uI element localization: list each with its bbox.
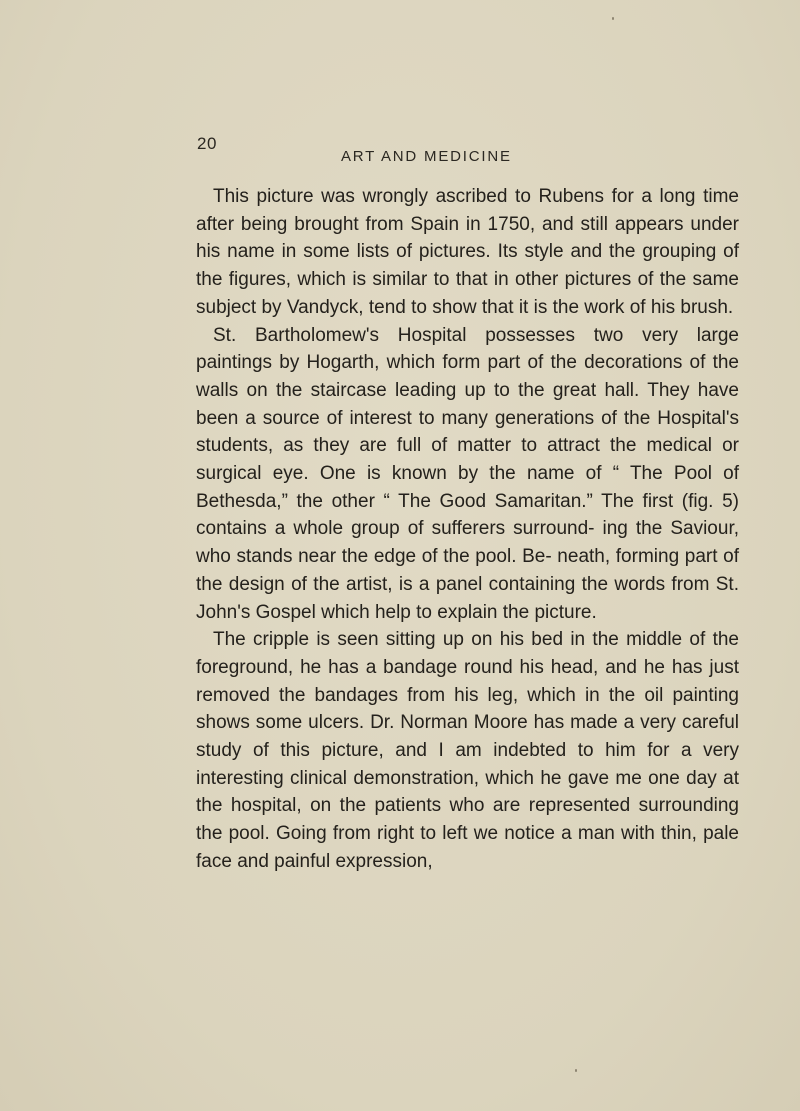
body-text bbox=[196, 183, 739, 876]
page-number: 20 bbox=[197, 134, 217, 153]
paragraph: St. Bartholomew's Hospital possesses two very large paintings by Hogarth, which form part of the decorations of the walls on the staircase leading up to the great hall. They have been a source of interest to many generations of the Hospital's students, as they are full of matter to attract the medical or surgical eye. One is known by the name of “ The Pool of Bethesda,” the other “ The Good Samaritan.” The first (fig. 5) contains a whole group of sufferers surround- ing the Saviour, who stands near the edge of the pool. Be- neath, forming part of the design of the artist, is a panel containing the words from St. John's Gospel which help to explain the picture. bbox=[196, 324, 739, 623]
paper-speck bbox=[575, 1069, 577, 1072]
paragraph: This picture was wrongly ascribed to Rubens for a long time after being brought from Spain in 1750, and still appears under his name in some lists of pictures. Its style and the grouping of the figures, which is similar to that in other pictures of the same subject by Vandyck, tend to show that it is the work of his brush. bbox=[196, 186, 739, 318]
paragraph: The cripple is seen sitting up on his bed in the middle of the foreground, he has a bandage round his head, and he has just removed the bandages from his leg, which in the oil painting shows some ulcers. Dr. Norman Moore has made a very careful study of this picture, and I am indebted to him for a very interesting clinical demonstration, which he gave me one day at the hospital, on the patients who are represented surrounding the pool. Going from right to left we notice a man with thin, pale face and painful expression, bbox=[196, 629, 739, 872]
paper-speck bbox=[612, 17, 614, 20]
running-head: ART AND MEDICINE bbox=[341, 148, 512, 165]
